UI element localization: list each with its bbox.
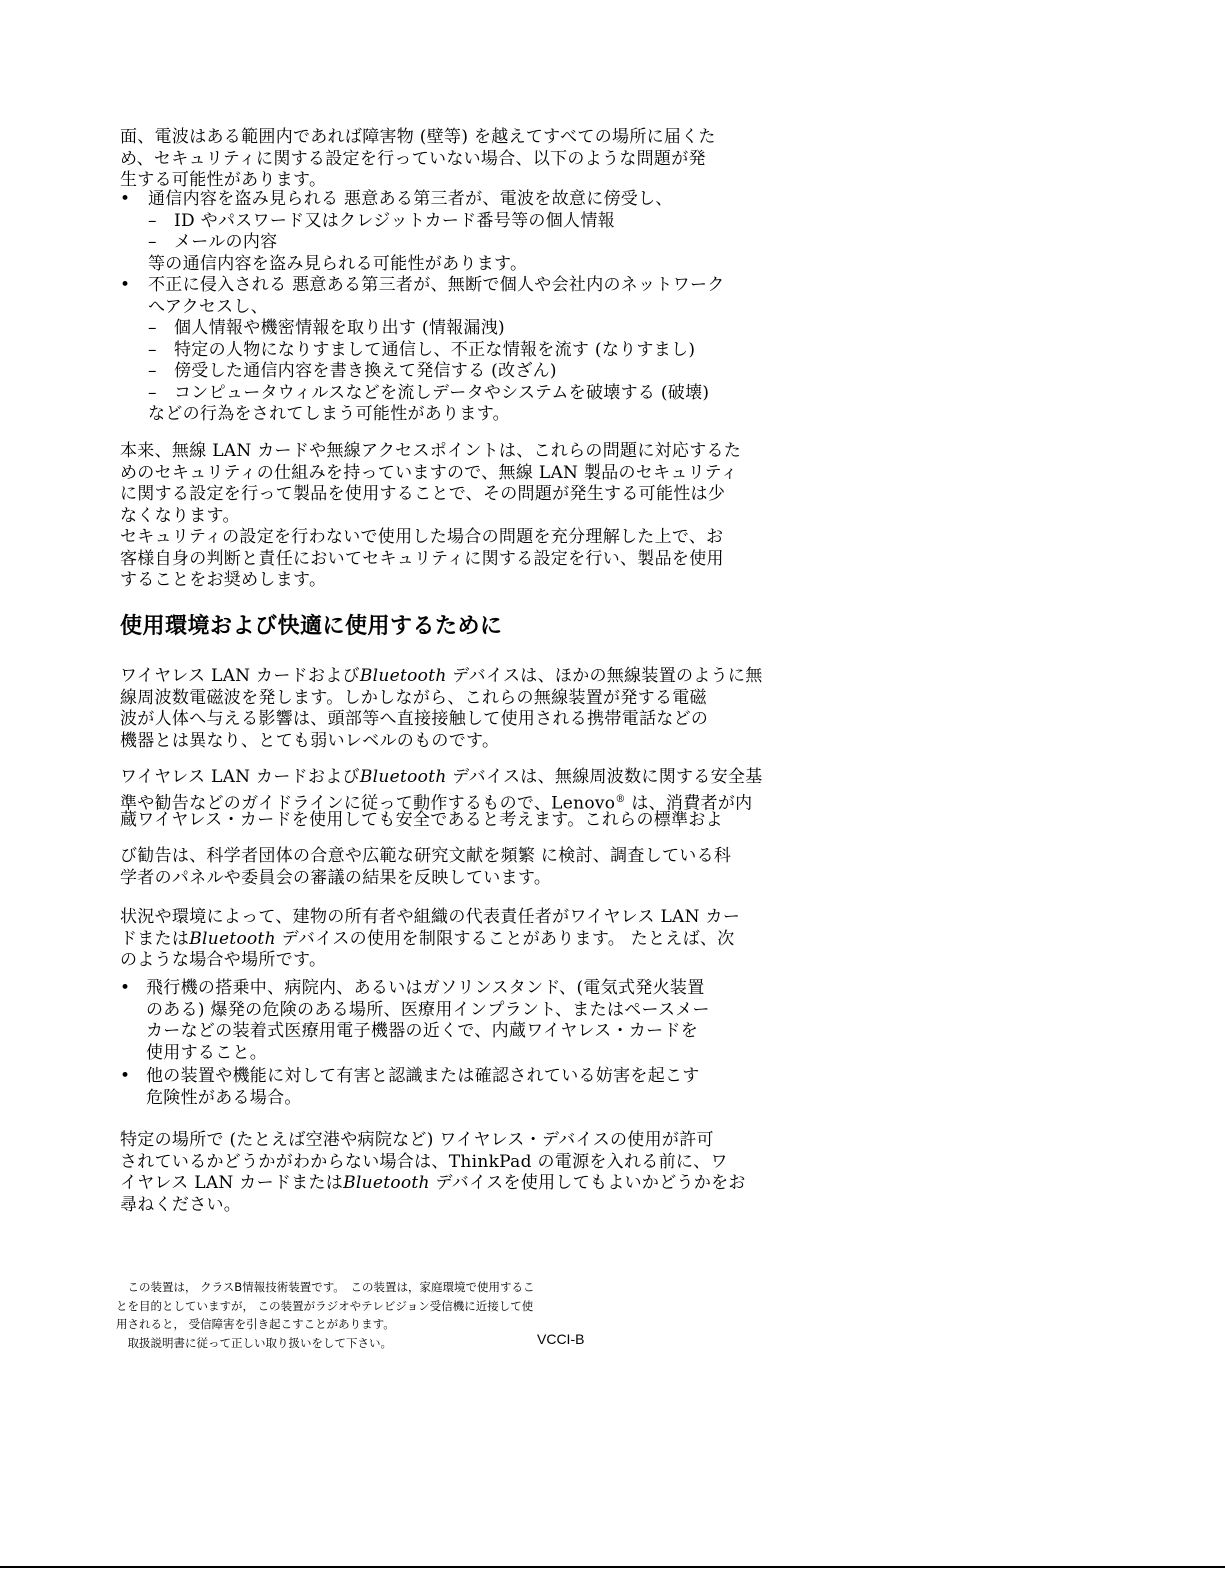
risk-item-body xyxy=(148,189,770,275)
restriction-line: 使用すること。 xyxy=(146,1042,268,1063)
security-note-paragraph xyxy=(120,441,770,592)
rf-emission-paragraph xyxy=(120,666,770,752)
text-run: デバイスは、ほかの無線装置のように無 xyxy=(446,666,763,686)
paragraph-line: 蔵ワイヤレス・カードを使用しても安全であると考えます。これらの標準およ xyxy=(120,810,723,830)
risk-sub-item-text: 特定の人物になりすまして通信し、不正な情報を流す (なりすまし) xyxy=(174,339,696,360)
restriction-item-body xyxy=(146,1066,768,1109)
restriction-intro-paragraph xyxy=(120,907,770,972)
security-note-line: 本来、無線 LAN カードや無線アクセスポイントは、これらの問題に対応するた xyxy=(120,441,742,461)
vcci-line: とを目的としていますが， この装置がラジオやテレビジョン受信機に近接して使 xyxy=(116,1298,534,1313)
bluetooth-term: Bluetooth xyxy=(343,1173,430,1193)
section-heading: 使用環境および快適に使用するために xyxy=(120,614,503,639)
restriction-line: 危険性がある場合。 xyxy=(146,1087,302,1108)
page-bottom-rule xyxy=(0,1566,1225,1568)
paragraph-line xyxy=(120,767,770,789)
security-note-line: に関する設定を行って製品を使用することで、その問題が発生する可能性は少 xyxy=(120,484,726,504)
risk-sub-item xyxy=(148,211,770,233)
safety-guideline-paragraph xyxy=(120,767,770,832)
text-run: ドまたは xyxy=(120,928,190,949)
bluetooth-term: Bluetooth xyxy=(189,928,276,949)
bluetooth-term: Bluetooth xyxy=(359,666,447,686)
vcci-line: この装置は， クラスB情報技術装置です。 この装置は，家庭環境で使用するこ xyxy=(116,1280,535,1294)
text-run: ワイヤレス LAN カードおよび xyxy=(120,666,360,686)
paragraph-line: 状況や環境によって、建物の所有者や組織の代表責任者がワイヤレス LAN カー xyxy=(120,907,741,927)
risk-sub-item-text: メールの内容 xyxy=(174,232,278,252)
security-note-line: セキュリティの設定を行わないで使用した場合の問題を充分理解した上で、お xyxy=(120,527,724,547)
intro-line: 面、電波はある範囲内であれば障害物 (壁等) を越えてすべての場所に届くた xyxy=(120,127,716,147)
restriction-line: 他の装置や機能に対して有害と認識または確認されている妨害を起こす xyxy=(146,1066,700,1086)
paragraph-line: 機器とは異なり、とても弱いレベルのものです。 xyxy=(120,730,500,751)
ask-permission-paragraph xyxy=(120,1130,770,1216)
bullet-icon: • xyxy=(120,978,131,998)
paragraph-line: 特定の場所で (たとえば空港や病院など) ワイヤレス・デバイスの使用が許可 xyxy=(120,1130,714,1150)
security-note-line: 客様自身の判断と責任においてセキュリティに関する設定を行い、製品を使用 xyxy=(120,548,724,569)
risk-sub-item-text: ID やパスワード又はクレジットカード番号等の個人情報 xyxy=(174,210,615,231)
paragraph-line: 尋ねください。 xyxy=(120,1194,242,1215)
paragraph-line xyxy=(120,1173,770,1195)
text-run: デバイスは、無線周波数に関する安全基 xyxy=(446,767,763,787)
paragraph-line: び勧告は、科学者団体の合意や広範な研究文献を頻繁 に検討、調査している科 xyxy=(120,846,732,866)
risk-item-title: 不正に侵入される 悪意ある第三者が、無断で個人や会社内のネットワーク xyxy=(148,275,725,295)
restriction-item-body xyxy=(146,978,768,1064)
risk-sub-item xyxy=(148,383,770,405)
vcci-class-mark: VCCI-B xyxy=(537,1331,585,1347)
risk-sub-item-text: 個人情報や機密情報を取り出す (情報漏洩) xyxy=(174,318,505,338)
dash-icon: – xyxy=(148,361,157,381)
risk-sub-item-text: 傍受した通信内容を書き換えて発信する (改ざん) xyxy=(174,361,557,381)
intro-paragraph xyxy=(120,127,770,192)
text-run: 準や勧告などのガイドラインに従って動作するもので、Lenovo xyxy=(120,793,616,814)
text-run: デバイスを使用してもよいかどうかをお xyxy=(429,1173,746,1193)
dash-icon: – xyxy=(148,210,157,231)
risk-item-title: へアクセスし、 xyxy=(148,296,269,317)
paragraph-line: 学者のパネルや委員会の審議の結果を反映しています。 xyxy=(120,867,552,888)
intro-line: 生する可能性があります。 xyxy=(120,170,327,190)
risk-sub-item xyxy=(148,340,770,362)
paragraph-line: されているかどうかがわからない場合は、ThinkPad の電源を入れる前に、ワ xyxy=(120,1151,728,1172)
risk-item-closing: などの行為をされてしまう可能性があります。 xyxy=(148,404,510,424)
paragraph-line: 線周波数電磁波を発します。しかしながら、これらの無線装置が発する電磁 xyxy=(120,687,707,708)
risk-sub-item xyxy=(148,318,770,340)
bullet-icon: • xyxy=(120,1066,131,1086)
dash-icon: – xyxy=(148,232,157,252)
vcci-line: 取扱説明書に従って正しい取り扱いをして下さい。 xyxy=(116,1335,392,1350)
restriction-line: 飛行機の搭乗中、病院内、あるいはガソリンスタンド、(電気式発火装置 xyxy=(146,978,705,998)
text-run: ワイヤレス LAN カードおよび xyxy=(120,767,360,787)
paragraph-line: 波が人体へ与える影響は、頭部等へ直接接触して使用される携帯電話などの xyxy=(120,709,709,729)
risk-item-closing: 等の通信内容を盗み見られる可能性があります。 xyxy=(148,253,528,274)
security-note-line: めのセキュリティの仕組みを持っていますので、無線 LAN 製品のセキュリティ xyxy=(120,462,738,483)
paragraph-line: のような場合や場所です。 xyxy=(120,950,327,970)
registered-mark: ® xyxy=(615,793,626,805)
bullet-icon: • xyxy=(120,189,131,209)
security-note-line: することをお奨めします。 xyxy=(120,570,327,590)
dash-icon: – xyxy=(148,339,157,360)
risk-sub-item-text: コンピュータウィルスなどを流しデータやシステムを破壊する (破壊) xyxy=(174,382,710,403)
text-run: デバイスの使用を制限することがあります。 たとえば、次 xyxy=(275,928,735,949)
vcci-statement xyxy=(116,1278,606,1352)
intro-line: め、セキュリティに関する設定を行っていない場合、以下のような問題が発 xyxy=(120,148,706,169)
paragraph-line xyxy=(120,789,770,814)
risk-item-title: 通信内容を盗み見られる 悪意ある第三者が、電波を故意に傍受し、 xyxy=(148,189,673,209)
risk-item-body xyxy=(148,275,770,426)
standards-paragraph xyxy=(120,846,770,889)
risk-sub-item xyxy=(148,232,770,254)
dash-icon: – xyxy=(148,382,157,403)
paragraph-line xyxy=(120,666,770,688)
security-note-line: なくなります。 xyxy=(120,505,240,526)
bullet-icon: • xyxy=(120,275,131,295)
restriction-line: のある) 爆発の危険のある場所、医療用インプラント、またはペースメー xyxy=(146,999,710,1020)
paragraph-line xyxy=(120,929,770,951)
risk-sub-item xyxy=(148,361,770,383)
dash-icon: – xyxy=(148,318,157,338)
restriction-line: カーなどの装着式医療用電子機器の近くで、内蔵ワイヤレス・カードを xyxy=(146,1021,699,1041)
vcci-line: 用されると， 受信障害を引き起こすことがあります。 xyxy=(116,1317,395,1331)
bluetooth-term: Bluetooth xyxy=(359,767,447,787)
text-run: は、消費者が内 xyxy=(625,793,753,814)
text-run: イヤレス LAN カードまたは xyxy=(120,1173,344,1193)
